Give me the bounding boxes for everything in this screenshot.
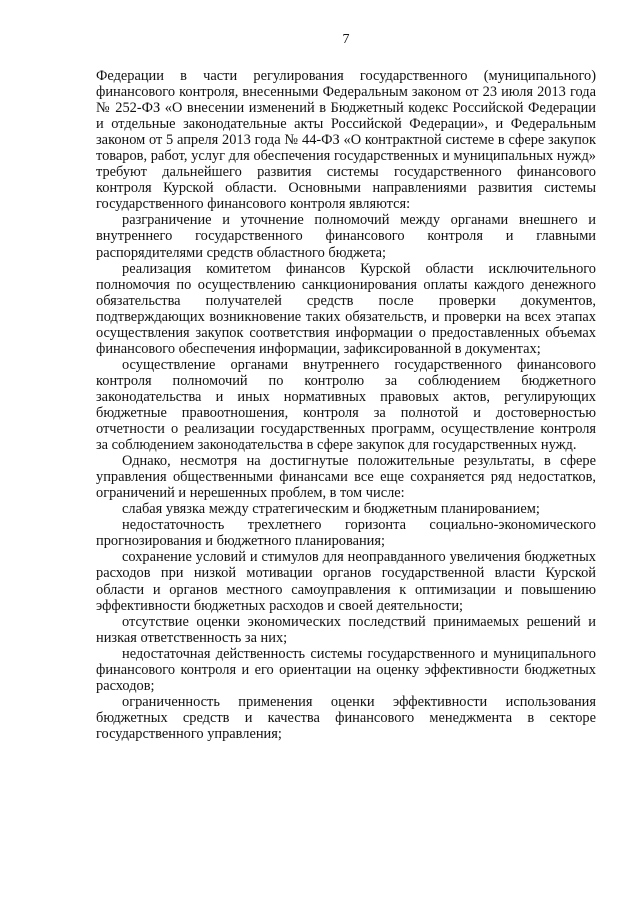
paragraph-8: сохранение условий и стимулов для неоправданного увеличения бюджетных расходов при низкой мотивации органов государственной власти Курской области и органов местного самоуправления к оптимизации и повышению эффективности бюджетных расходов и своей деятельности; xyxy=(96,549,596,614)
paragraph-11: ограниченность применения оценки эффективности использования бюджетных средств и качества финансового менеджмента в секторе государственного управления; xyxy=(96,693,596,742)
paragraph-2: разграничение и уточнение полномочий между органами внешнего и внутреннего государственного финансового контроля и главными распорядителями средств областного бюджета; xyxy=(96,212,596,261)
paragraph-10: недостаточная действенность системы государственного и муниципального финансового контроля и его ориентации на оценку эффективности бюджетных расходов; xyxy=(96,645,596,694)
paragraph-9: отсутствие оценки экономических последствий принимаемых решений и низкая ответственность за них; xyxy=(96,613,596,646)
paragraph-7: недостаточность трехлетнего горизонта социально-экономического прогнозирования и бюджетного планирования; xyxy=(96,517,596,550)
paragraph-5: Однако, несмотря на достигнутые положительные результаты, в сфере управления общественными финансами все еще сохраняется ряд недостатков, ограничений и нерешенных проблем, в том числе: xyxy=(96,453,596,502)
document-body xyxy=(96,68,596,742)
paragraph-6: слабая увязка между стратегическим и бюджетным планированием; xyxy=(122,501,540,518)
page-number: 7 xyxy=(342,32,350,47)
paragraph-1: Федерации в части регулирования государственного (муниципального) финансового контроля, внесенными Федеральным законом от 23 июля 2013 года № 252-ФЗ «О внесении изменений в Бюджетный кодекс Российской Федерации и отдельные законодательные акты Российской Федерации», и Федеральным законом от 5 апреля 2013 года № 44-ФЗ «О контрактной системе в сфере закупок товаров, работ, услуг для обеспечения государственных и муниципальных нужд» требуют дальнейшего развития системы государственного финансового контроля Курской области. Основными направлениями развития системы государственного финансового контроля являются: xyxy=(96,68,596,213)
paragraph-3: реализация комитетом финансов Курской области исключительного полномочия по осуществлению санкционирования оплаты каждого денежного обязательства получателей средств после проверки документов, подтверждающих возникновение таких обязательств, и проверки на всех этапах осуществления закупок соответствия информации о предоставленных объемах финансового обеспечения информации, зафиксированной в документах; xyxy=(96,260,596,357)
paragraph-4: осуществление органами внутреннего государственного финансового контроля полномочий по контролю за соблюдением бюджетного законодательства и иных нормативных правовых актов, регулирующих бюджетные правоотношения, контроля за полнотой и достоверностью отчетности о реализации государственных программ, осуществление контроля за соблюдением законодательства в сфере закупок для государственных нужд. xyxy=(96,356,596,454)
